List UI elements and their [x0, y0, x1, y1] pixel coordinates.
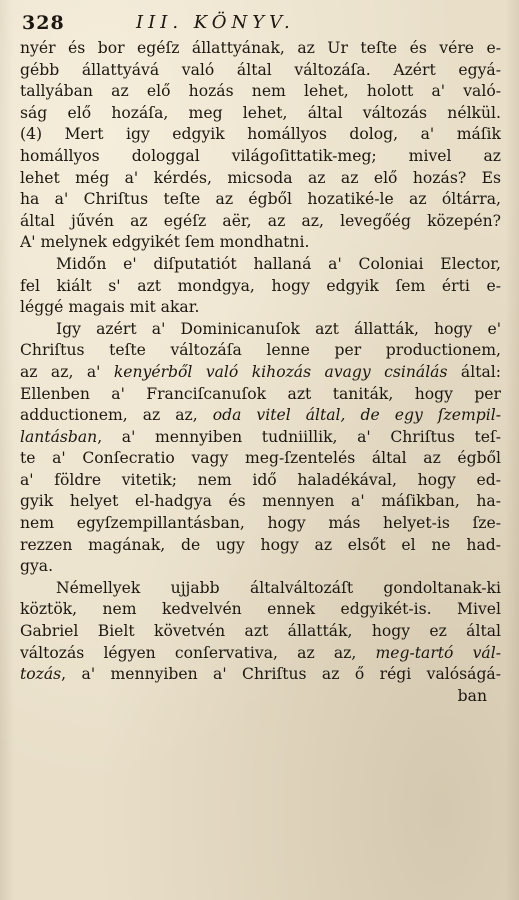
text-segment: léggé magais mit akar. [20, 298, 200, 317]
text-line [20, 448, 501, 470]
text-segment: (4) Mert igy edgyik homállyos dolog, a' máſik [20, 125, 501, 144]
text-line [20, 254, 501, 276]
text-line [20, 664, 501, 686]
text-segment: a' földre vitetik; nem idő haladékával, hogy ed- [20, 470, 501, 489]
italic-phrase: tozás [20, 665, 62, 684]
text-line [20, 405, 501, 427]
text-segment: fel kiált s' azt mondgya, hogy edgyik ſem érti e- [20, 276, 501, 295]
text-line [20, 384, 501, 406]
text-line [20, 340, 501, 362]
text-line [20, 38, 501, 60]
italic-phrase: kenyérből való kihozás avagy csinálás [113, 362, 448, 381]
text-segment: gya. [20, 557, 54, 576]
text-line [20, 168, 501, 190]
text-segment: Igy azért a' Dominicanuſok azt állatták, hogy e' [56, 319, 501, 338]
text-line [20, 513, 501, 535]
text-line [20, 599, 501, 621]
italic-phrase: lantásban [20, 427, 98, 446]
text-line [20, 491, 501, 513]
text-segment: , a' mennyiben a' Chriſtus az ő régi valóságá- [61, 665, 501, 684]
text-line [20, 276, 501, 298]
text-line [20, 232, 501, 254]
text-segment: homállyos dologgal világoſittatik-meg; mivel az [20, 146, 501, 165]
text-segment: nyér és bor egéſz állattyának, az Ur teſte és vére e- [20, 39, 501, 57]
text-line [20, 60, 501, 82]
text-line [20, 621, 501, 643]
text-line [20, 643, 501, 665]
text-line [20, 319, 501, 341]
text-line [20, 297, 501, 319]
body-text [20, 38, 501, 707]
italic-phrase: meg-tartó vál- [375, 643, 501, 662]
text-segment: Gabriel Bielt követvén azt állatták, hogy ez által [20, 622, 501, 641]
text-segment: gébb állattyává való által változáſa. Azért egyá- [20, 60, 501, 79]
italic-phrase: oda vitel által, de egy ſzempil- [212, 406, 501, 425]
text-line [20, 211, 501, 233]
text-line [20, 146, 501, 168]
text-line [20, 81, 501, 103]
text-segment: gyik helyet el-hadgya és mennyen a' máſikban, ha- [20, 492, 501, 511]
page-number: 328 [22, 12, 65, 34]
text-segment: Némellyek ujjabb általváltozáſt gondoltanak-ki [56, 578, 501, 597]
text-segment: te a' Conſecratio vagy meg-ſzentelés által az égből [20, 449, 501, 468]
text-segment: által jűvén az egéſz aër, az az, levegőég közepén? [20, 211, 501, 230]
text-segment: Chriſtus teſte változáſa lenne per productionem, [20, 341, 501, 360]
text-segment: tallyában az elő hozás nem lehet, holott a' való- [20, 82, 501, 101]
text-segment: rezzen magának, de ugy hogy az elsőt el ne had- [20, 535, 501, 554]
running-title: III. KÖNYV. [136, 12, 295, 33]
text-line [20, 427, 501, 449]
text-line [20, 189, 501, 211]
text-segment: Ellenben a' Franciſcanuſok azt taniták, hogy per [20, 384, 501, 403]
text-line [20, 578, 501, 600]
text-segment: adductionem, az az, [20, 406, 213, 425]
catchword [20, 686, 501, 708]
text-segment: , a' mennyiben tudniillik, a' Chriſtus teſ- [97, 427, 501, 446]
text-segment: ság elő hozáſa, meg lehet, által változás nélkül. [20, 103, 501, 122]
text-line [20, 470, 501, 492]
text-line [20, 103, 501, 125]
text-segment: ha a' Chriſtus teſte az égből hozatiké-le az óltárra, [20, 190, 501, 209]
text-segment: által: [447, 362, 501, 381]
text-line [20, 124, 501, 146]
text-line [20, 535, 501, 557]
running-head [20, 10, 501, 36]
text-segment: Midőn e' diſputatiót hallaná a' Coloniai Elector, [56, 254, 501, 273]
text-segment: ban [457, 686, 487, 705]
text-segment: köztök, nem kedvelvén ennek edgyikét-is. Mivel [20, 600, 501, 619]
text-segment: A' melynek edgyikét ſem mondhatni. [20, 233, 310, 252]
text-segment: lehet még a' kérdés, micsoda az az elő hozás? Es [20, 168, 501, 187]
text-segment: változás légyen conſervativa, az az, [20, 643, 376, 662]
text-line [20, 556, 501, 578]
text-segment: az az, a' [20, 362, 114, 381]
text-line [20, 362, 501, 384]
text-segment: nem egyſzempillantásban, hogy más helyet-is ſze- [20, 514, 501, 533]
